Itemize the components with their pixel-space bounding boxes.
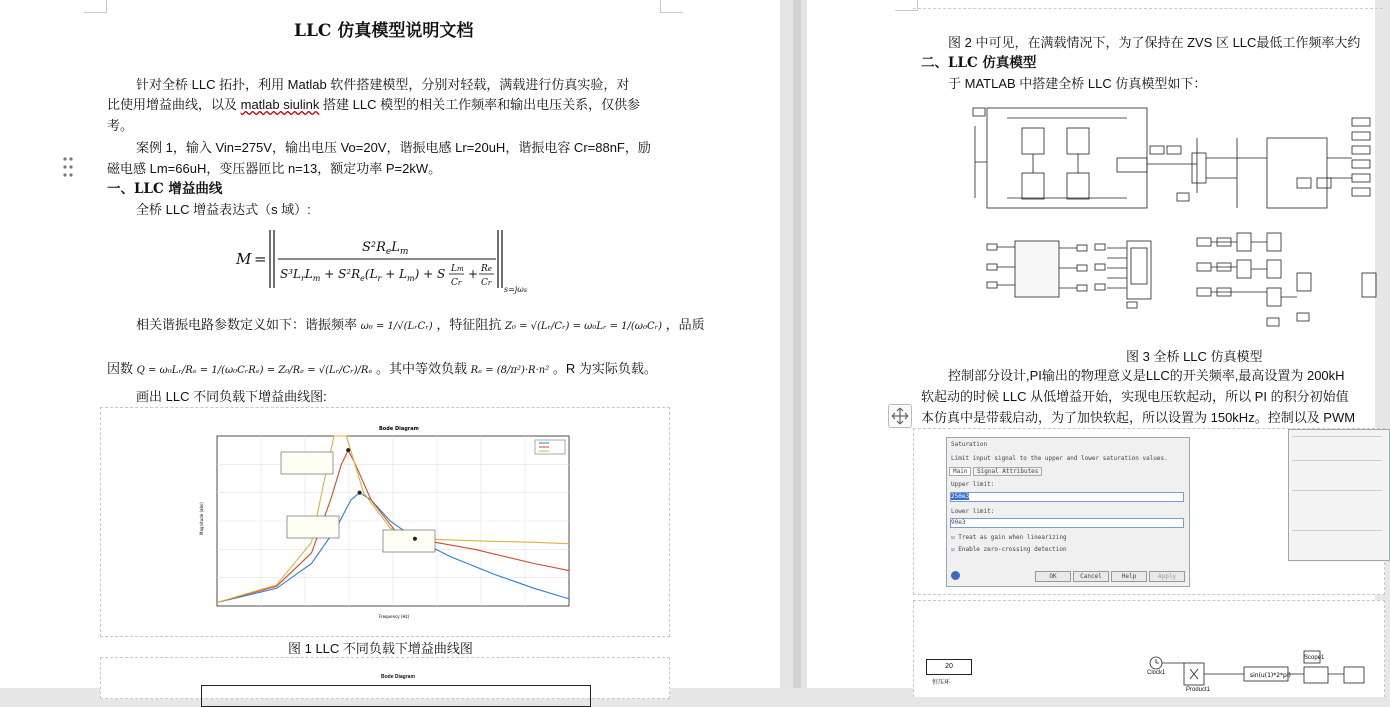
params-line bbox=[136, 316, 705, 336]
ok-button[interactable]: OK bbox=[1035, 571, 1071, 582]
x-axis-label: Frequency (Hz) bbox=[379, 614, 410, 619]
right-para-1: 控制部分设计,PI输出的物理意义是LLC的开关频率,最高设置为 200kH bbox=[948, 368, 1345, 383]
intro-line-1: 针对全桥 LLC 拓扑，利用 Matlab 软件搭建模型，分别对轻载，满载进行仿真实验，对 bbox=[136, 77, 630, 92]
fcn-block-text: sin(u(1)*2*pi) bbox=[1250, 672, 1291, 679]
dialog-title: Saturation bbox=[951, 441, 988, 448]
constant-block: 20 bbox=[926, 659, 972, 675]
right-para-2: 软起动的时候 LLC 从低增益开始，实现电压软起动，所以 PI 的积分初始值 bbox=[921, 389, 1349, 404]
doc-title: LLC 仿真模型说明文档 bbox=[294, 21, 474, 41]
svg-text:S²ReLm: $S^2R_eL_m$ bbox=[362, 240, 409, 257]
dialog-rule bbox=[1292, 436, 1382, 437]
checkbox-zero-crossing[interactable]: ☑ Enable zero-crossing detection bbox=[951, 546, 1067, 553]
params-text-3: ，品质 bbox=[665, 317, 705, 332]
right-para-3: 本仿真中是带载启动，为了加快软起，所以设置为 150kHz。控制以及 PWM bbox=[921, 410, 1356, 425]
intro-line-2 bbox=[107, 96, 640, 114]
upper-limit-value: 250e3 bbox=[951, 493, 970, 500]
datatip-box-2 bbox=[287, 516, 339, 538]
intro-line-3: 考。 bbox=[107, 118, 134, 133]
case-line-2: 磁电感 Lm=66uH，变压器匝比 n=13，额定功率 P=2kW。 bbox=[107, 161, 442, 176]
svg-text:M: M bbox=[236, 250, 252, 268]
dialog-rule bbox=[1292, 490, 1382, 491]
chart-title: Bode Diagram bbox=[379, 426, 419, 432]
lower-limit-label: Lower limit: bbox=[951, 508, 995, 515]
q-factor-formula: Q = ω₀Lᵣ/Rₑ = 1/(ω₀CᵣRₑ) = Z₀/Rₑ = √(Lᵣ/Cᵣ)/Rₑ bbox=[136, 365, 373, 376]
svg-text:Cr: Cr bbox=[481, 278, 492, 288]
help-icon bbox=[951, 571, 960, 580]
dialog-rule bbox=[1292, 530, 1382, 531]
svg-text:Cr: Cr bbox=[451, 278, 462, 288]
svg-text:S³LrLm + S²Re(Lr + Lm) + S: $S^3L_rL_m + S^2R_e(L_r + L_m) + S$ bbox=[280, 267, 446, 283]
q-factor-line bbox=[107, 360, 657, 380]
params-text-2: ，特征阻抗 bbox=[436, 317, 502, 332]
svg-text:Re: Re bbox=[481, 264, 492, 274]
datatip-box-3 bbox=[383, 530, 435, 552]
bode-chart bbox=[101, 408, 669, 636]
right-line-2: 于 MATLAB 中搭建全桥 LLC 仿真模型如下： bbox=[948, 76, 1207, 91]
section-heading-1: 一、LLC 增益曲线 bbox=[107, 181, 223, 197]
checkbox-linearize[interactable]: ☑ Treat as gain when linearizing bbox=[951, 534, 1067, 541]
simulink-model-diagram[interactable] bbox=[967, 98, 1375, 338]
y-axis-label: Magnitude (abs) bbox=[199, 502, 204, 535]
section-heading-2: 二、LLC 仿真模型 bbox=[921, 55, 1037, 71]
case-line-1: 案例 1，输入 Vin=275V，输出电压 Vo=20V，谐振电感 Lr=20uH，谐振电容 Cr=88nF，励 bbox=[136, 140, 651, 155]
spellcheck-word[interactable]: matlab siulink bbox=[240, 97, 320, 112]
q-text-1: 因数 bbox=[107, 361, 134, 376]
help-button[interactable]: Help bbox=[1111, 571, 1147, 582]
dialog-rule bbox=[1292, 460, 1382, 461]
page-corner-mark bbox=[660, 0, 683, 13]
page-corner-mark bbox=[84, 0, 107, 13]
saturation-dialog bbox=[946, 437, 1190, 587]
lower-limit-value: 90e3 bbox=[951, 519, 966, 526]
draw-line: 画出 LLC 不同负载下增益曲线图: bbox=[136, 389, 327, 404]
lower-limit-input[interactable] bbox=[950, 518, 1184, 528]
apply-button[interactable]: Apply bbox=[1149, 571, 1185, 582]
move-icon[interactable] bbox=[888, 404, 912, 428]
gain-formula bbox=[230, 226, 540, 298]
figure-2-title: Bode Diagram bbox=[381, 674, 415, 680]
q-text-2: 。其中等效负载 bbox=[375, 361, 467, 376]
figure-3-caption: 图 3 全桥 LLC 仿真模型 bbox=[1126, 349, 1263, 364]
prev-figure-bottom bbox=[913, 0, 1383, 9]
constant-block-label: 恒压环 bbox=[932, 680, 951, 686]
clock-label: Clock1 bbox=[1147, 670, 1166, 676]
figure-2-frame[interactable] bbox=[100, 657, 670, 699]
cancel-button[interactable]: Cancel bbox=[1073, 571, 1109, 582]
intro-line-2-pre: 比使用增益曲线，以及 bbox=[107, 97, 241, 112]
svg-text:s=jωs: s=jωs bbox=[504, 285, 527, 294]
dialog-description: Limit input signal to the upper and lower saturation values. bbox=[951, 455, 1168, 462]
datatip-point-1 bbox=[346, 448, 350, 452]
resonant-frequency-formula: ω₀ = 1/√(LᵣCᵣ) bbox=[360, 321, 433, 332]
figure-1-frame[interactable] bbox=[100, 407, 670, 637]
q-text-3: 。R 为实际负载。 bbox=[552, 361, 657, 376]
figure-1-caption: 图 1 LLC 不同负载下增益曲线图 bbox=[288, 641, 473, 656]
svg-text:+: + bbox=[468, 267, 479, 281]
datatip-point-2 bbox=[358, 491, 362, 495]
scrollbar[interactable] bbox=[793, 0, 801, 688]
svg-text:=: = bbox=[254, 250, 267, 268]
datatip-box-1 bbox=[281, 452, 333, 474]
product-label: Product1 bbox=[1186, 687, 1211, 693]
checkbox-zero-crossing-label: Enable zero-crossing detection bbox=[958, 546, 1067, 553]
checkbox-linearize-label: Treat as gain when linearizing bbox=[958, 534, 1067, 541]
params-text-1: 相关谐振电路参数定义如下：谐振频率 bbox=[136, 317, 358, 332]
upper-limit-label: Upper limit: bbox=[951, 481, 995, 488]
upper-limit-input[interactable] bbox=[950, 492, 1184, 502]
datatip-point-3 bbox=[413, 537, 417, 541]
right-line-1: 图 2 中可见，在满载情况下，为了保持在 ZVS 区 LLC最低工作频率大约 bbox=[948, 35, 1361, 50]
figure-2-plot-area bbox=[201, 685, 591, 707]
control-blocks bbox=[1144, 651, 1384, 691]
gain-expression-label: 全桥 LLC 增益表达式（s 域）: bbox=[136, 202, 311, 217]
document-page-right bbox=[807, 0, 1375, 693]
drag-handle-icon[interactable] bbox=[62, 156, 74, 178]
intro-line-2-post: 搭建 LLC 模型的相关工作频率和输出电压关系，仅供参 bbox=[319, 97, 641, 112]
equivalent-load-formula: Rₑ = (8/π²)·R·n² bbox=[470, 365, 550, 376]
svg-text:Lm: Lm bbox=[451, 264, 464, 274]
figure-5-frame[interactable] bbox=[913, 600, 1385, 697]
tab-signal-attributes[interactable]: Signal Attributes bbox=[973, 467, 1042, 476]
tab-main[interactable]: Main bbox=[949, 467, 971, 476]
figure-4-frame[interactable] bbox=[913, 428, 1385, 595]
scope-label: Scope1 bbox=[1304, 655, 1325, 661]
integrator-dialog bbox=[1288, 429, 1390, 561]
impedance-formula: Z₀ = √(Lᵣ/Cᵣ) = ω₀Lᵣ = 1/(ω₀Cᵣ) bbox=[504, 321, 662, 332]
